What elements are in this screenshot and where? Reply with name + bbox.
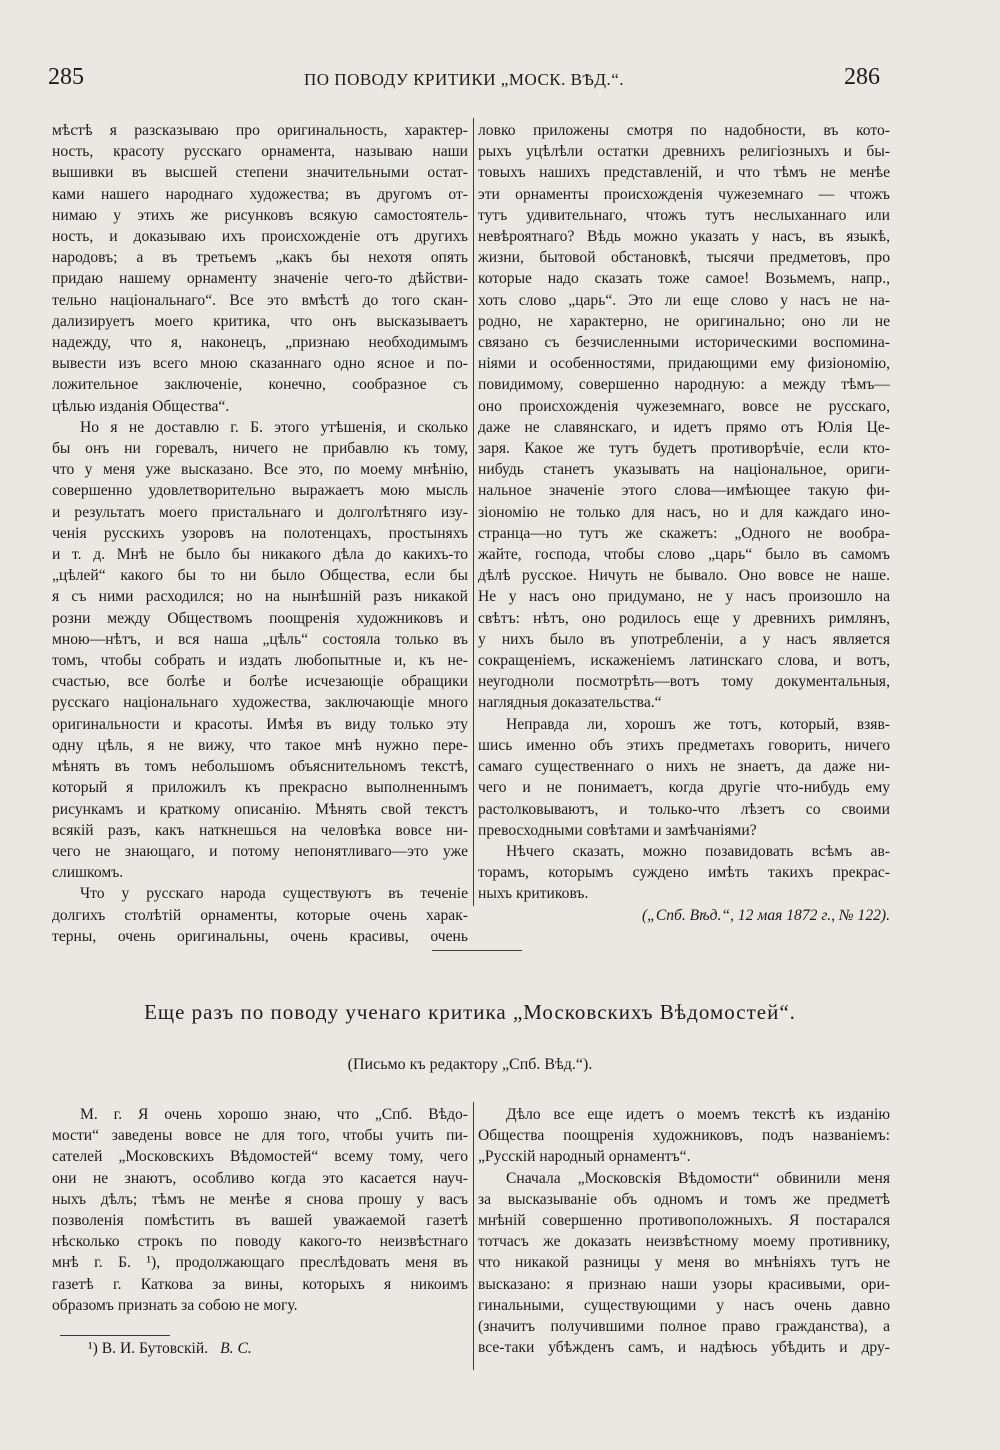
text-line: народовъ; а въ третьемъ „какъ бы нехотя опять [52,249,468,267]
text-column-right-top [478,120,890,926]
text-line: надежду, что я, наконецъ, „признаю необходимымъ [52,334,468,352]
text-line: ложительное заключеніе, конечно, сообразное съ [52,376,468,394]
text-line: зіономію не только для насъ, но и для каждаго ино- [478,503,890,521]
text-line: нимаю у этихъ же рисунковъ всякую самостоятель- [52,206,468,224]
text-line: томъ, чтобы собрать и издать любопытные и, къ не- [52,652,468,670]
text-line: сокращеніемъ, искаженіемъ латинскаго слова, и вотъ, [478,652,890,670]
text-line: чего не знающаго, и потому непонятливаго—это уже [52,842,468,860]
text-line: ловко приложены смотря по надобности, въ кото- [478,122,890,139]
text-line: рыхъ уцѣлѣли остатки древнихъ религіозныхъ и бы- [478,143,890,161]
article-subtitle: (Письмо къ редактору „Спб. Вѣд.“). [347,1056,593,1073]
page-number-left: 285 [48,64,84,90]
text-line: что у меня уже высказано. Все это, по моему мнѣнію, [52,461,468,479]
text-line: „цѣлей“ какого бы то ни было Общества, если бы [52,567,468,585]
text-line: совершенно удовлетворительно выражаетъ мою мысль [52,482,468,500]
text-line: тутъ удивительнаго, чтожъ тутъ неслыханнаго или [478,206,890,224]
text-line: они не знаютъ, особливо когда это касается науч- [52,1169,468,1187]
text-line: одну цѣль, я не вижу, что такое мнѣ нужно пере- [52,736,468,754]
text-line: жизни, бытовой обстановкѣ, тысячи предметовъ, про [478,249,890,267]
text-line: мости“ заведены вовсе не для того, чтобы учить пи- [52,1127,468,1145]
text-line: Дѣло все еще идетъ о моемъ текстѣ къ изданію [506,1106,890,1123]
text-line: и т. д. Мнѣ не было бы никакого дѣла до какихъ-то [52,546,468,564]
text-line: М. г. Я очень хорошо знаю, что „Спб. Вѣдо- [80,1106,468,1123]
page-number-right: 286 [844,64,880,90]
text-line: розни между Обществомъ поощренія художниковъ и [52,609,468,627]
text-line: мною—нѣтъ, и вся наша „цѣль“ состояла только въ [52,630,468,648]
footnote-rule [60,1335,170,1336]
text-line: рисункамъ и краткому описанію. Мѣнять свой текстъ [52,800,468,818]
text-line: и результатъ моего пристальнаго и долголѣтняго изу- [52,503,468,521]
text-line: Сначала „Московскія Вѣдомости“ обвинили меня [506,1169,890,1187]
column-divider [473,1102,474,1370]
text-line: ность, и доказываю ихъ происхожденіе отъ другихъ [52,228,468,246]
text-line: ками нашего народнаго художества; въ другомъ от- [52,185,468,203]
text-line: растолковываютъ, и только-что лѣзетъ со своими [478,800,890,818]
text-line: товыхъ нашихъ представленій, и что тѣмъ не менѣе [478,164,890,182]
text-line: повидимому, совершенно народную: а между тѣмъ— [478,376,890,394]
text-line: Что у русскаго народа существуютъ въ теченіе [80,885,468,903]
text-line: я съ ними расходился; но на нынѣшній разъ никакой [52,588,468,606]
text-line: сателей „Московскихъ Вѣдомостей“ всему тому, чего [52,1148,468,1166]
text-line: образомъ признать за собою не могу. [52,1296,298,1314]
text-line: Общества поощренія художниковъ, подъ названіемъ: [478,1127,890,1145]
text-line: вывести изъ всего мною сказаннаго одно ясное и по- [52,355,468,373]
text-line: шись именно объ этихъ предметахъ говорить, ничего [478,736,890,754]
text-line: свѣтъ: нѣтъ, оно родилось еще у древнихъ римлянъ, [478,609,890,627]
text-line: придаю нашему орнаменту значеніе чего-то дѣйстви- [52,270,468,288]
text-line: заря. Какое же тутъ будетъ противорѣчіе, если кто- [478,440,890,458]
text-line: ныхъ дѣлъ; тѣмъ не менѣе я снова прошу у васъ [52,1190,468,1208]
text-line: дализируетъ моего критика, что онъ высказываетъ [52,312,468,330]
text-line: невѣроятнаго? Вѣдь можно указать у насъ, въ языкѣ, [478,228,890,246]
text-line: у нихъ было въ употребленіи, а у насъ является [478,630,890,648]
text-line: за высказываніе объ одномъ и томъ же предметѣ [478,1190,890,1208]
text-line: странца—но тутъ же скажетъ: „Одного не вообра- [478,524,890,542]
text-line: Не у насъ оно придумано, не у насъ произошло на [478,588,890,606]
article-title: Еще разъ по поводу ученаго критика „Московскихъ Вѣдомостей“. [144,1000,796,1024]
text-line: ченія русскихъ узоровъ на полотенцахъ, простыняхъ [52,524,468,542]
text-line: мѣнять въ томъ небольшомъ объяснительномъ текстѣ, [52,758,468,776]
text-line: долгихъ столѣтій орнаменты, которые очень харак- [52,906,468,924]
text-line: мнѣ г. Б. ¹), продолжающаго преслѣдовать меня въ [52,1254,468,1272]
text-column-right-bottom [478,1104,890,1358]
text-line: нальное значеніе этого слова—имѣющее такую фи- [478,482,890,500]
text-line: цѣлью изданія Общества“. [52,397,230,415]
text-line: чего и не понимаетъ, когда другіе что-нибудь ему [478,779,890,797]
text-line: гинальными, существующими у насъ очень давно [478,1296,890,1314]
text-line: всякій разъ, какъ наткнешься на человѣка вовсе ни- [52,821,468,839]
text-line: хоть слово „царь“. Это ли еще слово у насъ не на- [478,291,890,309]
signature: В. С. [220,1340,252,1357]
text-line: (значитъ получившими полное право гражданства), а [478,1318,890,1336]
text-line: Нѣчего сказать, можно позавидовать всѣмъ ав- [506,842,890,860]
text-line: газетѣ г. Каткова за вины, которыхъ я никоимъ [52,1275,468,1293]
text-line: которые надо сказать тоже самое! Возьмемъ, напр., [478,270,890,288]
text-line: превосходными совѣтами и замѣчаніями? [478,821,757,839]
text-line: терны, очень оригинальны, очень красивы, очень [52,927,468,945]
text-line: неугодноли посмотрѣть—вотъ тому документальныя, [478,673,890,691]
text-line: позволенія помѣстить въ вашей уважаемой газетѣ [52,1212,468,1230]
text-line: счастью, все болѣе и болѣе исчезающіе обращики [52,673,468,691]
text-line: Неправда ли, хорошъ же тотъ, который, взяв- [506,715,890,733]
text-column-left-bottom [52,1104,468,1316]
text-line: наглядныя доказательства.“ [478,694,662,712]
text-line: нибудь станетъ указывать на національное, ориги- [478,461,890,479]
text-line: эти орнаменты происхожденія чужеземнаго — чтожъ [478,185,890,203]
text-line: русскаго національнаго художества, заключающіе много [52,694,468,712]
text-line: высказано: я признаю наши узоры красивыми, ори- [478,1275,890,1293]
text-line: ніями и особенностями, придающими ему физіономію, [478,355,890,373]
text-line: ныхъ критиковъ. [478,885,589,903]
running-header [48,64,880,94]
text-column-left-top [52,120,468,947]
text-line: связано съ безчисленными историческими воспомина- [478,334,890,352]
text-line: тотчасъ же доказать неизвѣстному моему противнику, [478,1233,890,1251]
text-line: дѣлѣ русское. Ничуть не бывало. Оно вовсе не наше. [478,567,890,585]
text-line: слишкомъ. [52,864,124,882]
section-separator [432,950,522,951]
text-line: даже не славянскаго, и идетъ прямо отъ Юлія Це- [478,418,890,436]
text-line: родно, не характерно, не оригинально; оно ли не [478,312,890,330]
text-line: торамъ, которымъ суждено имѣть такихъ прекрас- [478,864,890,882]
footnote [88,1340,252,1358]
footnote-text: ¹) В. И. Бутовскій. [88,1340,209,1357]
text-line: нѣсколько строкъ по поводу какого-то неизвѣстнаго [52,1233,468,1251]
text-line: Но я не доставлю г. Б. этого утѣшенія, и сколько [80,418,468,436]
text-line: оригинальности и красоты. Имѣя въ виду только эту [52,715,468,733]
text-line: все-таки убѣжденъ самъ, и надѣюсь убѣдить и дру- [478,1339,890,1357]
text-line: „Русскій народный орнаментъ“. [478,1148,691,1166]
text-line: мѣстѣ я разсказываю про оригинальность, характер- [52,122,468,139]
text-line: бы онъ ни горевалъ, ничего не прибавлю къ тому, [52,440,468,458]
running-title: ПО ПОВОДУ КРИТИКИ „МОСК. ВѢД.“. [303,70,625,89]
text-line: оно происхожденія чужеземнаго, вовсе не русскаго, [478,397,890,415]
text-line: что никакой разницы у меня во мнѣніяхъ тутъ не [478,1254,890,1272]
text-line: который я приложилъ къ прекрасно выполненнымъ [52,779,468,797]
text-line: („Спб. Вѣд.“, 12 мая 1872 г., № 122). [641,906,890,924]
text-line: вышивки въ высшей степени значительными остат- [52,164,468,182]
text-line: мнѣній совершенно противоположныхъ. Я постарался [478,1212,890,1230]
column-divider [473,118,474,906]
text-line: жайте, господа, чтобы слово „царь“ было въ самомъ [478,546,890,564]
text-line: тельно національнаго“. Все это вмѣстѣ до того скан- [52,291,468,309]
text-line: ность, красоту русскаго орнамента, называю наши [52,143,468,161]
text-line: самаго существеннаго о нихъ не знаетъ, да даже ни- [478,758,890,776]
